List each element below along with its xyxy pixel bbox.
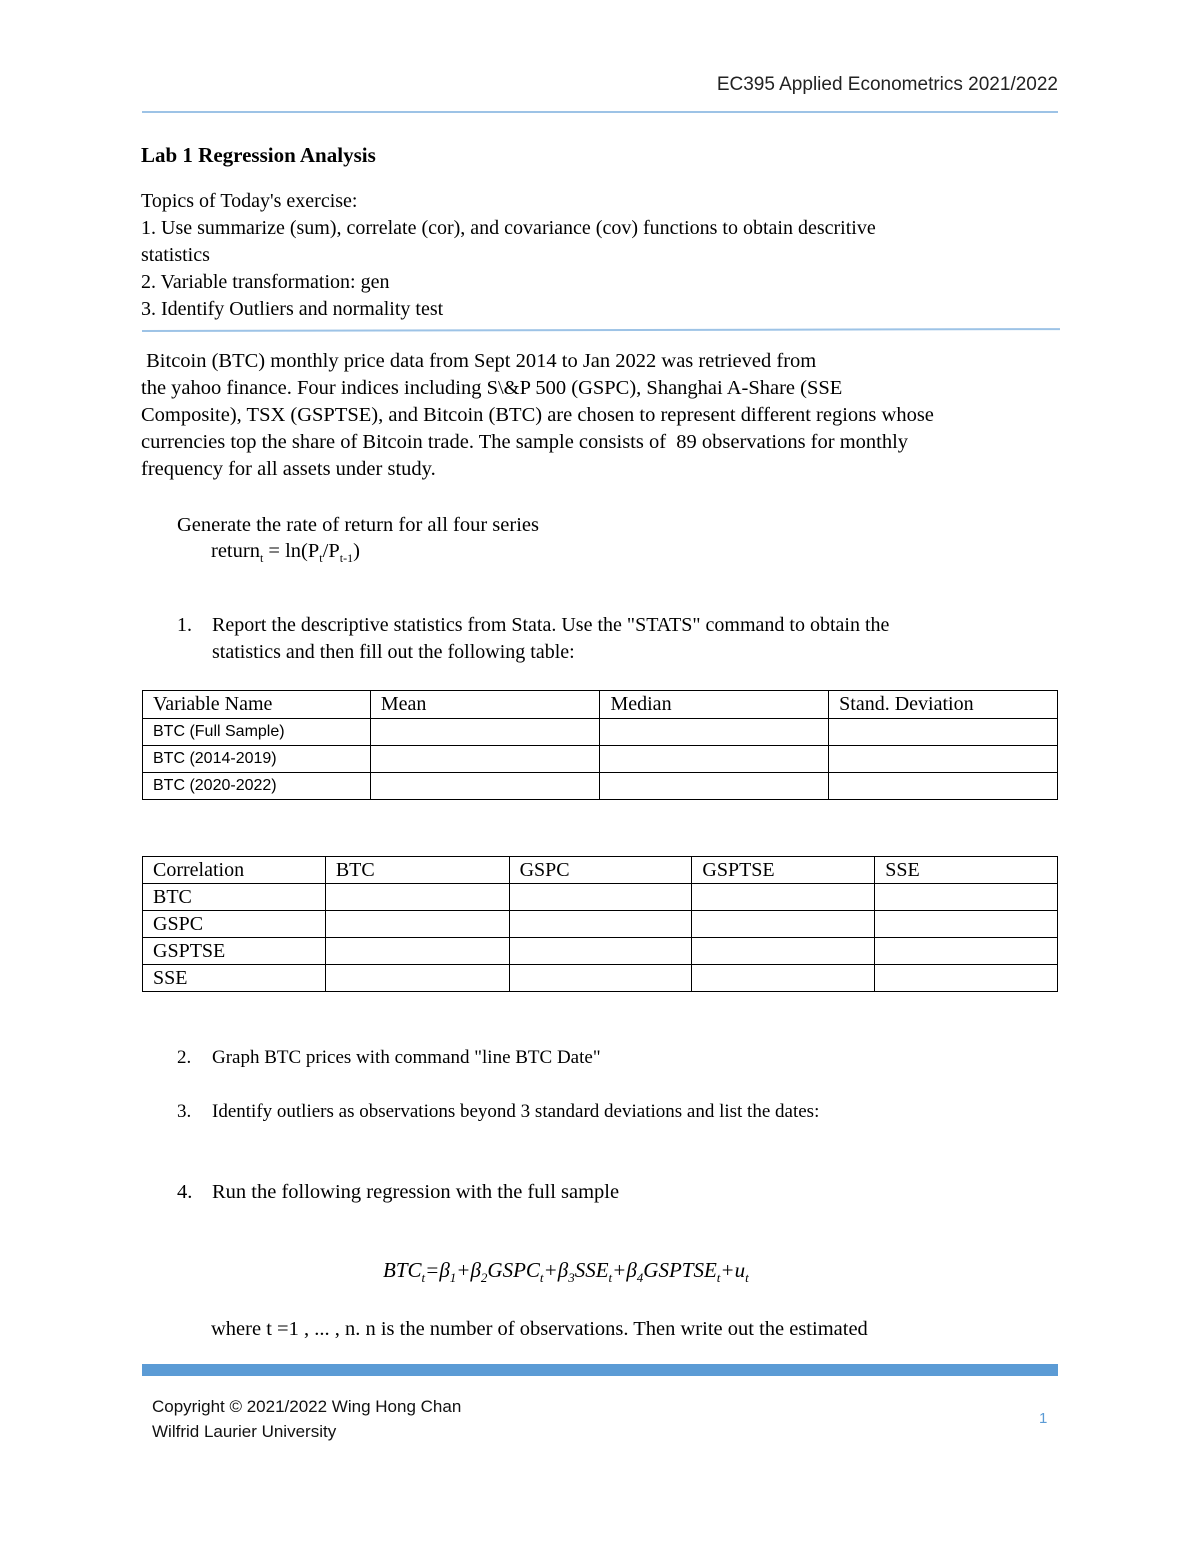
empty-cell[interactable]	[692, 965, 875, 992]
table-header-cell: Variable Name	[143, 691, 371, 719]
row-label: BTC	[143, 884, 326, 911]
table-header-cell: Correlation	[143, 857, 326, 884]
eq-sub: t	[539, 1270, 544, 1286]
table-row	[143, 884, 1058, 911]
table-header-cell: SSE	[875, 857, 1058, 884]
question-text: Identify outliers as observations beyond 3 standard deviations and list the dates:	[212, 1101, 820, 1122]
row-label: BTC (Full Sample)	[143, 719, 371, 746]
formula-sub: t	[319, 551, 323, 566]
topic-line: statistics	[141, 244, 210, 266]
empty-cell[interactable]	[325, 965, 509, 992]
formula-part: = ln(P	[263, 540, 320, 562]
empty-cell[interactable]	[875, 911, 1058, 938]
footer-line: Copyright © 2021/2022 Wing Hong Chan	[152, 1397, 462, 1416]
eq-op: +	[720, 1258, 735, 1282]
header-rule	[142, 111, 1058, 113]
empty-cell[interactable]	[692, 938, 875, 965]
question-number: 2.	[177, 1047, 192, 1068]
empty-cell[interactable]	[692, 884, 875, 911]
footer-bar	[142, 1364, 1058, 1376]
table-row	[143, 773, 1058, 800]
topic-line: 3. Identify Outliers and normality test	[141, 298, 444, 320]
regression-equation	[383, 1258, 749, 1286]
question-4	[177, 1179, 1057, 1209]
eq-op: +	[456, 1258, 471, 1282]
empty-cell[interactable]	[325, 911, 509, 938]
table-header-row	[143, 857, 1058, 884]
empty-cell[interactable]	[370, 773, 600, 800]
descriptive-stats-table	[142, 690, 1058, 800]
intro-line: the yahoo finance. Four indices including S\&P 500 (GSPC), Shanghai A-Share (SSE	[141, 377, 843, 399]
eq-term: GSPTSE	[643, 1258, 717, 1282]
question-number: 1.	[177, 614, 192, 636]
eq-sub: t	[421, 1270, 426, 1286]
section-rule	[142, 328, 1060, 332]
table-header-cell: BTC	[325, 857, 509, 884]
intro-paragraph	[141, 348, 1071, 483]
table-header-cell: Mean	[370, 691, 600, 719]
question-number: 4.	[177, 1181, 193, 1203]
topic-line: 1. Use summarize (sum), correlate (cor), and covariance (cov) functions to obtain descritive	[141, 217, 876, 239]
empty-cell[interactable]	[600, 719, 829, 746]
question-1	[177, 612, 1057, 672]
empty-cell[interactable]	[600, 746, 829, 773]
eq-term: GSPC	[487, 1258, 540, 1282]
row-label: GSPTSE	[143, 938, 326, 965]
question-2	[177, 1044, 1057, 1074]
question-text: statistics and then fill out the following table:	[212, 641, 575, 663]
lab-title: Lab 1 Regression Analysis	[141, 143, 376, 167]
formula-part: /P	[322, 540, 340, 562]
return-formula	[211, 540, 360, 566]
page-number: 1	[1039, 1410, 1048, 1427]
empty-cell[interactable]	[875, 965, 1058, 992]
correlation-table	[142, 856, 1058, 992]
table-row	[143, 719, 1058, 746]
empty-cell[interactable]	[370, 719, 600, 746]
row-label: BTC (2014-2019)	[143, 746, 371, 773]
generate-instruction: Generate the rate of return for all four series	[177, 514, 539, 536]
eq-beta: β	[557, 1258, 569, 1282]
intro-line: Bitcoin (BTC) monthly price data from Sept 2014 to Jan 2022 was retrieved from	[141, 350, 817, 372]
empty-cell[interactable]	[600, 773, 829, 800]
eq-term: SSE	[574, 1258, 609, 1282]
intro-line: currencies top the share of Bitcoin trade. The sample consists of 89 observations for monthly	[141, 431, 909, 453]
where-text: where t =1 , ... , n. n is the number of observations. Then write out the estimated	[211, 1318, 868, 1340]
table-row	[143, 911, 1058, 938]
table-header-cell: GSPC	[509, 857, 692, 884]
question-3	[177, 1098, 1057, 1128]
formula-part: return	[211, 540, 260, 562]
empty-cell[interactable]	[509, 965, 692, 992]
empty-cell[interactable]	[325, 884, 509, 911]
eq-sub: t	[716, 1270, 721, 1286]
eq-op: +	[612, 1258, 627, 1282]
empty-cell[interactable]	[875, 938, 1058, 965]
formula-sub: t	[259, 551, 264, 566]
eq-beta: β	[626, 1258, 637, 1282]
eq-op: +	[543, 1258, 558, 1282]
table-row	[143, 938, 1058, 965]
eq-term: BTC	[383, 1258, 422, 1282]
table-header-cell: GSPTSE	[692, 857, 875, 884]
eq-sub: 1	[449, 1270, 457, 1286]
eq-sub: 2	[480, 1270, 488, 1286]
eq-op: =	[425, 1258, 440, 1282]
row-label: BTC (2020-2022)	[143, 773, 371, 800]
empty-cell[interactable]	[509, 884, 692, 911]
eq-sub: t	[745, 1270, 749, 1286]
footer-copyright	[152, 1394, 461, 1444]
row-label: GSPC	[143, 911, 326, 938]
eq-sub: t	[608, 1270, 613, 1286]
empty-cell[interactable]	[829, 746, 1058, 773]
footer-line: Wilfrid Laurier University	[152, 1422, 337, 1441]
eq-beta: β	[439, 1258, 450, 1282]
empty-cell[interactable]	[370, 746, 600, 773]
question-text: Report the descriptive statistics from Stata. Use the "STATS" command to obtain the	[212, 614, 890, 636]
table-header-cell: Stand. Deviation	[829, 691, 1058, 719]
empty-cell[interactable]	[829, 773, 1058, 800]
question-number: 3.	[177, 1101, 192, 1122]
question-text: Graph BTC prices with command "line BTC Date"	[212, 1047, 601, 1068]
eq-sub: 3	[568, 1270, 575, 1286]
row-label: SSE	[143, 965, 326, 992]
intro-line: frequency for all assets under study.	[141, 458, 436, 480]
topics-section	[141, 188, 1041, 323]
table-row	[143, 746, 1058, 773]
empty-cell[interactable]	[829, 719, 1058, 746]
table-header-row	[143, 691, 1058, 719]
eq-sub: 4	[636, 1270, 644, 1286]
topic-line: 2. Variable transformation: gen	[141, 271, 390, 293]
question-text: Run the following regression with the full sample	[212, 1181, 620, 1203]
empty-cell[interactable]	[325, 938, 509, 965]
empty-cell[interactable]	[509, 938, 692, 965]
empty-cell[interactable]	[509, 911, 692, 938]
eq-term: u	[734, 1258, 746, 1282]
empty-cell[interactable]	[875, 884, 1058, 911]
table-header-cell: Median	[600, 691, 829, 719]
formula-part: )	[353, 540, 360, 562]
eq-beta: β	[470, 1258, 481, 1282]
topics-heading: Topics of Today's exercise:	[141, 190, 358, 212]
formula-sub: t-1	[339, 551, 354, 566]
page-header: EC395 Applied Econometrics 2021/2022	[716, 74, 1058, 95]
table-row	[143, 965, 1058, 992]
intro-line: Composite), TSX (GSPTSE), and Bitcoin (BTC) are chosen to represent different regions whose	[141, 404, 934, 426]
empty-cell[interactable]	[692, 911, 875, 938]
